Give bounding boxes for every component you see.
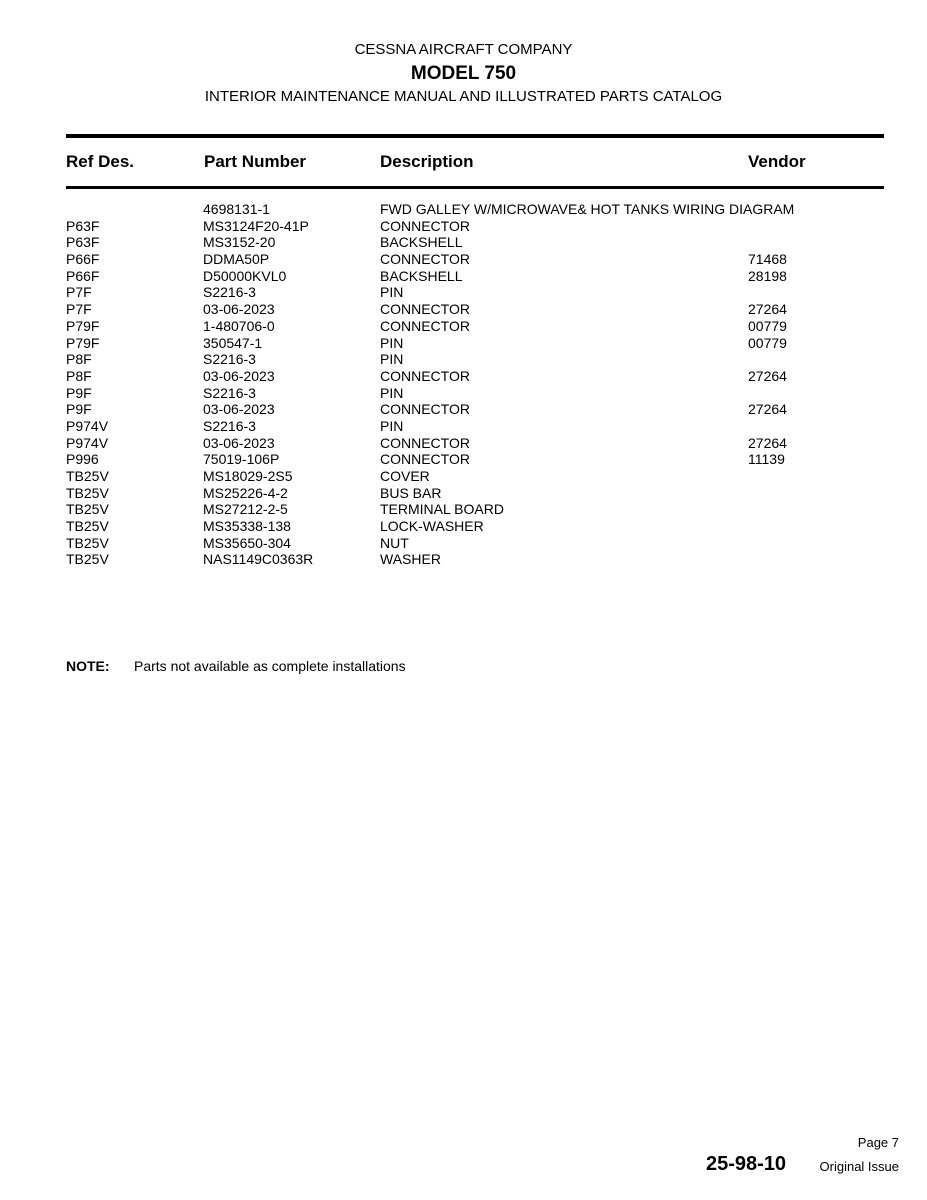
part-number-cell: 03-06-2023 <box>203 367 275 384</box>
table-row <box>0 418 927 435</box>
table-row <box>0 318 927 335</box>
description-cell: PIN <box>380 417 404 434</box>
description-cell: WASHER <box>380 551 441 568</box>
part-number-cell: S2216-3 <box>203 284 256 301</box>
description-cell: CONNECTOR <box>380 434 470 451</box>
table-row <box>0 268 927 285</box>
vendor-cell: 27264 <box>748 401 787 418</box>
ref-des-cell: TB25V <box>66 484 109 501</box>
description-cell: BACKSHELL <box>380 234 463 251</box>
part-number-cell: S2216-3 <box>203 417 256 434</box>
model-title: MODEL 750 <box>410 63 517 84</box>
vendor-cell: 71468 <box>748 251 787 268</box>
ref-des-cell: P66F <box>66 267 100 284</box>
description-cell: CONNECTOR <box>380 367 470 384</box>
note-label: NOTE: <box>66 658 110 674</box>
header-rule-bottom <box>66 186 884 189</box>
table-row <box>0 284 927 301</box>
ref-des-cell: P7F <box>66 284 92 301</box>
table-row <box>0 301 927 318</box>
vendor-cell: 27264 <box>748 434 787 451</box>
vendor-cell: 27264 <box>748 301 787 318</box>
description-cell: PIN <box>380 384 404 401</box>
part-number-cell: DDMA50P <box>203 251 270 268</box>
part-number-cell: S2216-3 <box>203 351 256 368</box>
page-number: Page 7 <box>857 1135 899 1150</box>
part-number-cell: 1-480706-0 <box>203 317 275 334</box>
part-number-cell: 03-06-2023 <box>203 301 275 318</box>
vendor-cell: 00779 <box>748 334 787 351</box>
vendor-cell: 00779 <box>748 317 787 334</box>
table-row <box>0 451 927 468</box>
description-cell: CONNECTOR <box>380 401 470 418</box>
part-number-cell: 350547-1 <box>203 334 263 351</box>
header-rule-top <box>66 134 884 138</box>
manual-title: INTERIOR MAINTENANCE MANUAL AND ILLUSTRATED PARTS CATALOG <box>204 88 723 105</box>
part-number-cell: MS35338-138 <box>203 518 291 535</box>
ref-des-cell: P79F <box>66 317 100 334</box>
table-row <box>0 368 927 385</box>
ref-des-cell: TB25V <box>66 534 109 551</box>
table-row <box>0 435 927 452</box>
column-header-part-number: Part Number <box>204 152 307 171</box>
part-number-cell: MS27212-2-5 <box>203 501 288 518</box>
table-row <box>0 501 927 518</box>
ref-des-cell: P996 <box>66 451 99 468</box>
note-text: Parts not available as complete installations <box>134 658 406 674</box>
table-row <box>0 385 927 402</box>
ref-des-cell: TB25V <box>66 551 109 568</box>
description-cell: NUT <box>380 534 409 551</box>
ref-des-cell: P9F <box>66 401 92 418</box>
table-row <box>0 335 927 352</box>
part-number-cell: S2216-3 <box>203 384 256 401</box>
part-number-cell: MS18029-2S5 <box>203 468 293 484</box>
ref-des-cell: P63F <box>66 234 100 251</box>
description-cell: FWD GALLEY W/MICROWAVE& HOT TANKS WIRING DIAGRAM <box>380 201 795 217</box>
vendor-cell: 11139 <box>748 451 785 468</box>
part-number-cell: 4698131-1 <box>203 201 270 217</box>
vendor-cell: 27264 <box>748 367 787 384</box>
ref-des-cell: P79F <box>66 334 100 351</box>
part-number-cell: MS25226-4-2 <box>203 484 288 501</box>
part-number-cell: 03-06-2023 <box>203 434 275 451</box>
table-row <box>0 518 927 535</box>
ref-des-cell: P7F <box>66 301 92 318</box>
description-cell: COVER <box>380 468 430 484</box>
description-cell: PIN <box>380 284 404 301</box>
description-cell: CONNECTOR <box>380 451 470 468</box>
vendor-cell: 28198 <box>748 267 787 284</box>
part-number-cell: D50000KVL0 <box>203 267 287 284</box>
table-row <box>0 351 927 368</box>
description-cell: CONNECTOR <box>380 317 470 334</box>
part-number-cell: MS3152-20 <box>203 234 276 251</box>
part-number-cell: MS35650-304 <box>203 534 291 551</box>
description-cell: BACKSHELL <box>380 267 463 284</box>
part-number-cell: MS3124F20-41P <box>203 217 309 234</box>
table-row <box>0 535 927 552</box>
document-number: 25-98-10 <box>706 1153 787 1175</box>
ref-des-cell: TB25V <box>66 468 109 484</box>
table-row <box>0 401 927 418</box>
description-cell: TERMINAL BOARD <box>380 501 504 518</box>
description-cell: PIN <box>380 334 404 351</box>
ref-des-cell: TB25V <box>66 518 109 535</box>
description-cell: CONNECTOR <box>380 251 470 268</box>
note <box>66 658 406 674</box>
table-row <box>0 201 927 218</box>
table-row <box>0 551 927 568</box>
ref-des-cell: TB25V <box>66 501 109 518</box>
table-row <box>0 485 927 502</box>
issue-status: Original Issue <box>819 1159 899 1174</box>
ref-des-cell: P8F <box>66 351 92 368</box>
company-name: CESSNA AIRCRAFT COMPANY <box>354 41 573 58</box>
table-row <box>0 251 927 268</box>
column-header-vendor: Vendor <box>748 152 806 171</box>
parts-list <box>0 201 927 568</box>
part-number-cell: 75019-106P <box>203 451 280 468</box>
table-row <box>0 468 927 485</box>
column-header-description: Description <box>380 152 474 171</box>
ref-des-cell: P974V <box>66 434 109 451</box>
description-cell: CONNECTOR <box>380 217 470 234</box>
column-header-ref-des: Ref Des. <box>66 152 135 171</box>
ref-des-cell: P974V <box>66 417 109 434</box>
ref-des-cell: P8F <box>66 367 92 384</box>
description-cell: PIN <box>380 351 404 368</box>
part-number-cell: NAS1149C0363R <box>203 551 314 568</box>
description-cell: CONNECTOR <box>380 301 470 318</box>
description-cell: LOCK-WASHER <box>380 518 484 535</box>
table-row <box>0 234 927 251</box>
part-number-cell: 03-06-2023 <box>203 401 275 418</box>
description-cell: BUS BAR <box>380 484 442 501</box>
ref-des-cell: P63F <box>66 217 100 234</box>
table-row <box>0 218 927 235</box>
ref-des-cell: P9F <box>66 384 92 401</box>
ref-des-cell: P66F <box>66 251 100 268</box>
